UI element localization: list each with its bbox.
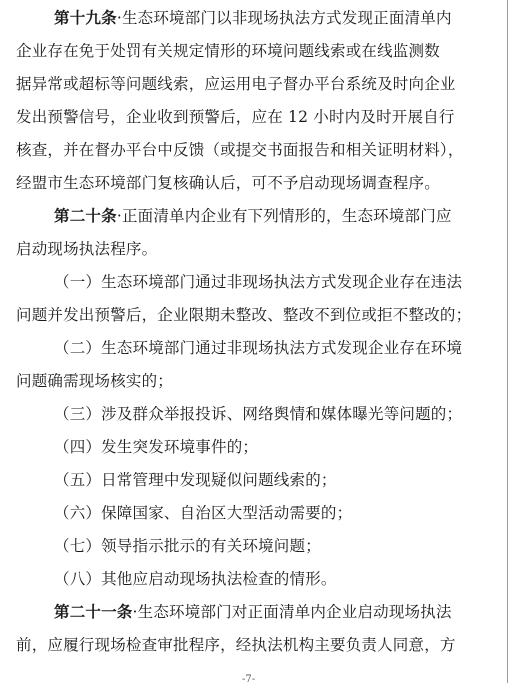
article-20-heading: 第二十条	[54, 206, 117, 225]
article-20-text-1: ·正面清单内企业有下列情形的，生态环境部门应	[116, 207, 452, 225]
article-20-item-7: （七）领导指示批示的有关环境问题；	[54, 537, 321, 555]
article-19-line-4: 发出预警信号，企业收到预警后，应在 12 小时内及时开展自行	[16, 108, 455, 126]
article-19-line-2: 企业存在免于处罚有关规定情形的环境问题线索或在线监测数	[16, 42, 440, 60]
article-20-line-2: 启动现场执法程序。	[16, 240, 158, 258]
article-20-item-2-line-2: 问题确需现场核实的；	[16, 372, 174, 390]
article-21-heading: 第二十一条	[54, 602, 133, 621]
article-20-item-5: （五）日常管理中发现疑似问题线索的；	[54, 471, 337, 489]
article-19-line-1	[54, 8, 452, 28]
page-number: -7-	[242, 674, 256, 685]
article-20-item-8: （八）其他应启动现场执法检查的情形。	[54, 570, 337, 588]
article-19-heading: 第十九条	[54, 8, 117, 27]
article-20-item-4: （四）发生突发环境事件的；	[54, 438, 259, 456]
article-19-line-3: 据异常或超标等问题线索，应运用电子督办平台系统及时向企业	[16, 75, 456, 93]
article-20-item-3: （三）涉及群众举报投诉、网络舆情和媒体曝光等问题的；	[54, 405, 463, 423]
article-20-item-6: （六）保障国家、自治区大型活动需要的；	[54, 504, 353, 522]
article-21-line-1	[54, 602, 452, 622]
article-20-item-2-line-1: （二）生态环境部门通过非现场执法方式发现企业存在环境	[54, 339, 463, 357]
article-21-line-2: 前，应履行现场检查审批程序，经执法机构主要负责人同意，方	[16, 636, 456, 654]
article-21-text-1: ·生态环境部门对正面清单内企业启动现场执法	[132, 603, 452, 621]
article-20-line-1	[54, 206, 452, 226]
article-20-item-1-line-1: （一）生态环境部门通过非现场执法方式发现企业存在违法	[54, 273, 463, 291]
article-19-line-6: 经盟市生态环境部门复核确认后，可不予启动现场调查程序。	[16, 174, 440, 192]
article-19-line-5: 核查，并在督办平台中反馈（或提交书面报告和相关证明材料），	[16, 141, 464, 159]
article-19-text-1: ·生态环境部门以非现场执法方式发现正面清单内	[116, 9, 452, 27]
article-20-item-1-line-2: 问题并发出预警后，企业限期未整改、整改不到位或拒不整改的；	[16, 306, 472, 324]
